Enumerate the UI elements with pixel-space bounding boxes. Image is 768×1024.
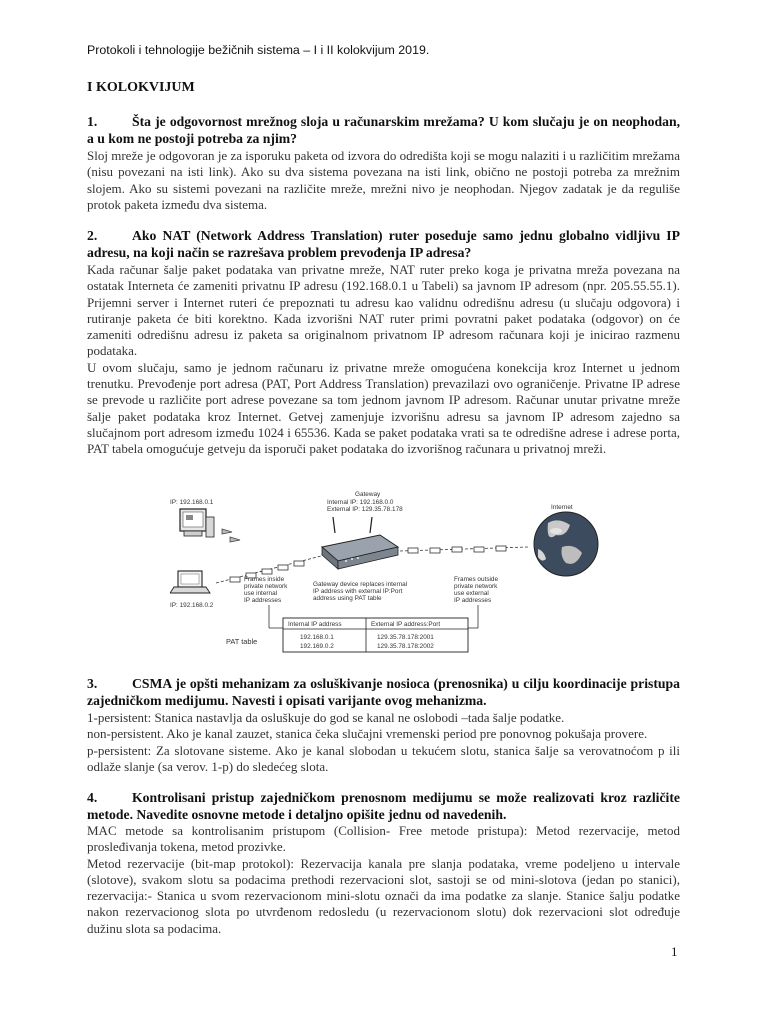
- question-3-number: 3.: [87, 676, 98, 691]
- pat-row-1-external: 129.35.78.178:2001: [377, 634, 434, 641]
- question-2-number: 2.: [87, 228, 98, 243]
- csma-1-persistent: 1-persistent: Stanica nastavlja da osluškuje do god se kanal ne oslobodi –tada šalje podatke.: [87, 710, 565, 725]
- svg-text:address using PAT table: address using PAT table: [313, 595, 382, 602]
- csma-non-persistent: non-persistent. Ako je kanal zauzet, stanica čeka slučajni vremenski period pre ponovnog pokušaja provere.: [87, 726, 648, 742]
- answer-1-text: Sloj mreže je odgovoran je za isporuku paketa od izvora do odredišta koji se mogu nalaziti i u različitim mrežama (nisu povezani na isti link). Ako su dva sistema povezana na isti link, obično ne postoji potreba za mrežnim slojem. Ako su sistemi povezani na različite mreže, mrežni nivo je neophodan. Njegov zadatak je da reguliše protok paketa između dva sistema.: [87, 148, 680, 212]
- answer-4-paragraph-2: Metod rezervacije (bit-map protokol): Rezervacija kanala pre slanja podataka, vreme podeljeno u intervale (slotove), svakom slotu sa podacima prethodi rezervacioni slot, sastoji se od mini-slotova (jedan po stanici), rezervacija:- Stanica u svom rezervacionom mini-slotu označi da ima podatke za slanje. Stanice šalju podatke nakon rezervacionog slota po utvrđenom redosledu (u rezervacionom slotu) dok rezervacioni slot određuje dužinu slota sa podacima.: [87, 855, 680, 936]
- svg-text:IP addresses: IP addresses: [244, 597, 282, 604]
- question-1-text: Šta je odgovornost mrežnog sloja u računarskim mrežama? U kom slučaju je on neophodan, a u kom ne postoji potreba za njim?: [87, 114, 680, 146]
- answer-3: [87, 710, 680, 775]
- wireless-signal-icon: [222, 529, 240, 542]
- gateway-router-icon: [322, 517, 398, 569]
- frames-outside-label: [454, 576, 498, 604]
- question-3: [87, 675, 680, 709]
- answer-4-paragraph-1: MAC metode sa kontrolisanim pristupom (Collision- Free metode pristupa): Metod rezervacije, metod prosleđivanja tokena, metod prozivke.: [87, 823, 680, 855]
- pat-header-external: External IP address:Port: [371, 621, 441, 628]
- gateway-external-ip: External IP: 129.35.78.178: [327, 506, 403, 513]
- page-header: Protokoli i tehnologije bežičnih sistema – I i II kolokvijum 2019.: [87, 43, 430, 57]
- pat-table-label: PAT table: [226, 637, 258, 646]
- section-title: I KOLOKVIJUM: [87, 80, 195, 95]
- gateway-title: Gateway: [355, 491, 381, 498]
- question-3-text: CSMA je opšti mehanizam za osluškivanje nosioca (prenosnika) u cilju koordinacije pristupa zajedničkom medijumu. Navesti i opisati varijante ovog mehanizma.: [87, 676, 680, 708]
- public-network-link: [400, 546, 528, 553]
- csma-p-persistent: p-persistent: Za slotovane sisteme. Ako je kanal slobodan u tekućem slotu, stanica šalje sa verovatnoćom p ili odlaže slanje (sa verov. 1-p) do sledećeg slota.: [87, 742, 680, 774]
- svg-text:private network: private network: [244, 583, 288, 590]
- frames-inside-label: [244, 576, 288, 604]
- svg-text:private network: private network: [454, 583, 498, 590]
- answer-2: [87, 262, 680, 458]
- gateway-internal-ip: Internal IP: 192.168.0.0: [327, 499, 394, 506]
- answer-2-paragraph-1: Kada računar šalje paket podataka van privatne mreže, NAT ruter preko koga je privatna mreža povezana na ostatak Interneta će zameniti privatnu IP adresu (192.168.0.1 u Tabeli) sa javnom IP adresom (npr. 205.55.55.1). Prijemni server i Internet ruteri će prepoznati tu adresu kao validnu odredišnu adresu (u slučaju odgovora) i rutiranje paketa će biti korektno. Kada izvorišni NAT ruter primi povratni paket podataka (odgovor) on će zameniti odredišnu adresu iz paketa sa originalnom privatnom IP adresom računara koji je inicirao razmenu podataka.: [87, 262, 680, 359]
- answer-4: [87, 823, 680, 937]
- svg-text:IP addresses: IP addresses: [454, 597, 492, 604]
- question-2: [87, 227, 680, 261]
- svg-text:use internal: use internal: [244, 590, 278, 597]
- question-2-text: Ako NAT (Network Address Translation) ruter poseduje samo jednu globalno vidljivu IP adresu, na koji način se razrešava problem prevođenja IP adresa?: [87, 228, 680, 260]
- question-4-text: Kontrolisani pristup zajedničkom prenosnom medijumu se može realizovati kroz različite metode. Navedite osnovne metode i detaljno opišite jednu od navedenih.: [87, 790, 680, 822]
- svg-text:use external: use external: [454, 590, 489, 597]
- laptop-icon: [170, 571, 210, 593]
- nat-pat-diagram: [170, 487, 610, 662]
- svg-text:Frames outside: Frames outside: [454, 576, 499, 583]
- svg-text:Frames inside: Frames inside: [244, 576, 285, 583]
- pc2-ip-label: IP: 192.168.0.2: [170, 602, 214, 609]
- internet-label: Internet: [551, 504, 573, 511]
- question-4: [87, 789, 680, 823]
- pat-table: [283, 618, 468, 652]
- pc1-ip-label: IP: 192.168.0.1: [170, 499, 214, 506]
- pat-row-1-internal: 192.168.0.1: [300, 634, 334, 641]
- svg-text:Gateway device replaces intern: Gateway device replaces internal: [313, 581, 408, 588]
- pat-row-2-external: 129.35.78.178:2002: [377, 643, 434, 650]
- answer-2-paragraph-2: U ovom slučaju, samo je jednom računaru iz privatne mreže omogućena konekcija kroz Internet u jednom trenutku. Prevođenje port adresa (PAT, Port Address Translation) prevazilazi ovo ograničenje. Privatne IP adrese se prevode u različite port adrese povezane sa tom jednom javnom IP adresom. Računar unutar privatne mreže šalje paket podataka kroz Internet. Getvej zamenjuje izvorišnu adresu sa javnom IP adresom zajedno sa slučajnom port adresom između 1024 i 65536. Kada se paket podataka vrati sa te odredišne adrese i adrese porta, PAT tabela omogućuje getveju da isporuči paket podataka do izvorišnog računara u privatnoj mreži.: [87, 359, 680, 457]
- internet-globe-icon: [534, 512, 598, 576]
- pat-header-internal: Internal IP address: [288, 621, 342, 628]
- page-number: 1: [671, 944, 678, 959]
- svg-text:IP address with external IP:Po: IP address with external IP:Port: [313, 588, 403, 595]
- desktop-computer-icon: [180, 509, 214, 537]
- answer-1: [87, 148, 680, 213]
- question-1-number: 1.: [87, 114, 98, 129]
- question-4-number: 4.: [87, 790, 98, 805]
- gateway-note: [313, 581, 407, 602]
- question-1: [87, 113, 680, 147]
- pat-row-2-internal: 192.169.0.2: [300, 643, 334, 650]
